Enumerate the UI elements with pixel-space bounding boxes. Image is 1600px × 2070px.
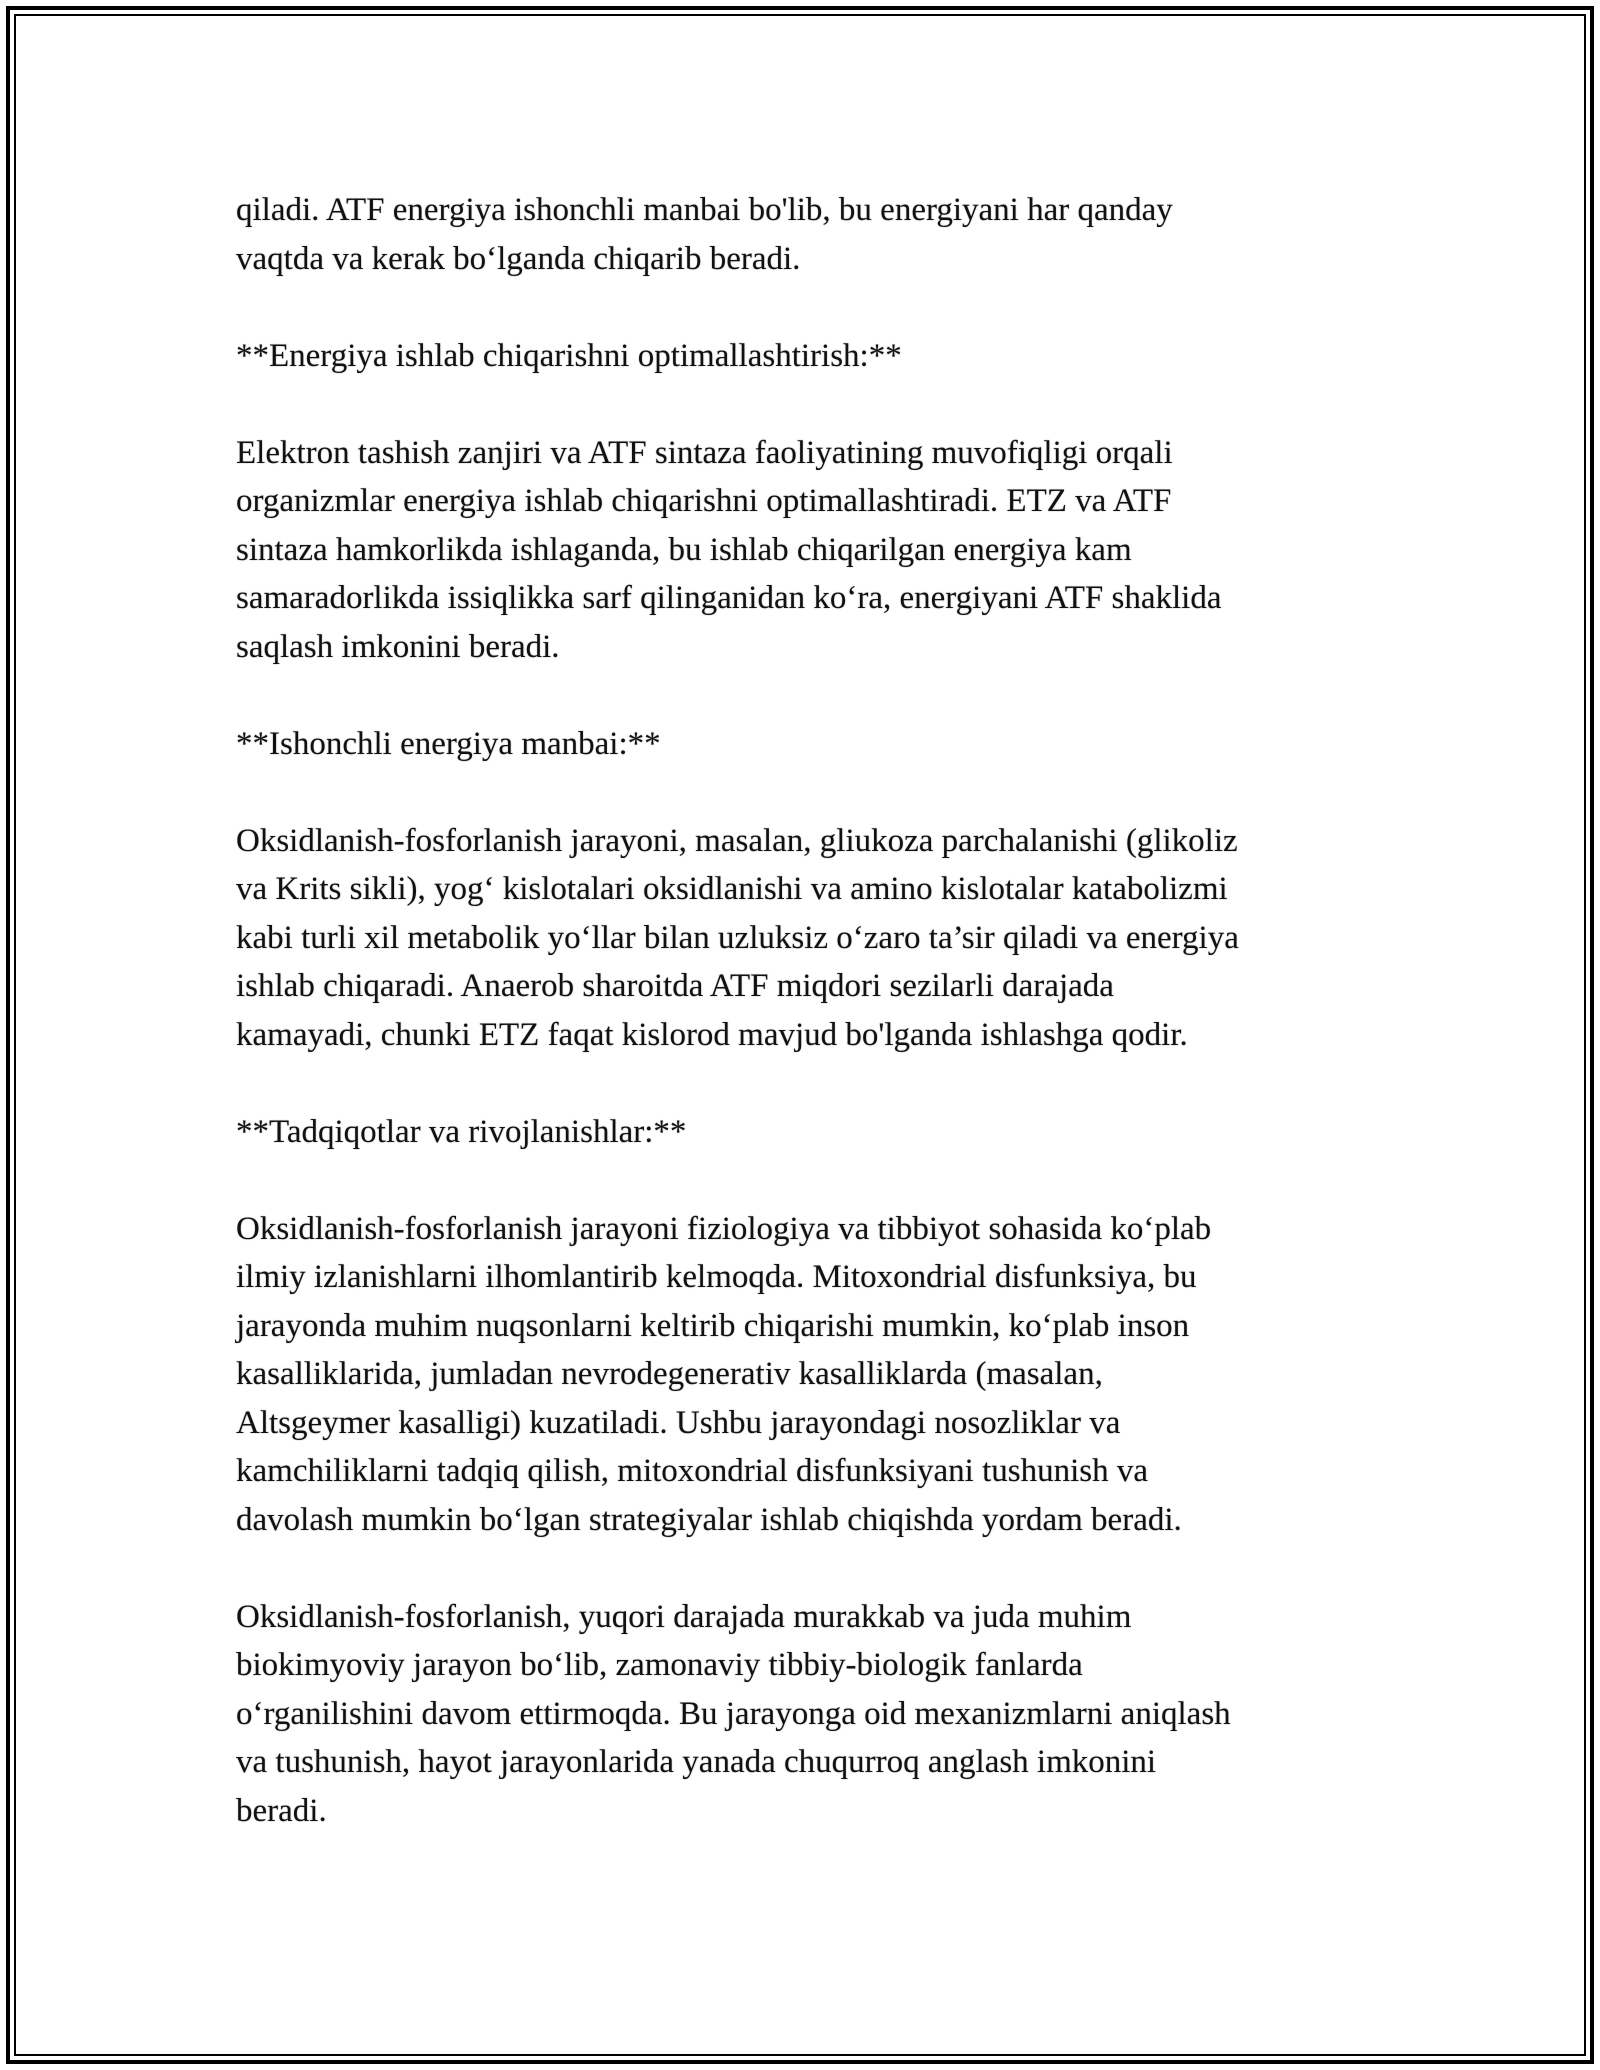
text-line: kamayadi, chunki ETZ faqat kislorod mavjud bo'lganda ishlashga qodir.: [236, 1016, 1188, 1053]
text-line: davolash mumkin bo‘lgan strategiyalar ishlab chiqishda yordam beradi.: [236, 1501, 1182, 1538]
section-heading-energy-source: **Ishonchli energiya manbai:**: [236, 725, 661, 762]
paragraph-optimization: [236, 429, 1386, 672]
paragraph-conclusion: [236, 1593, 1386, 1836]
text-line: ilmiy izlanishlarni ilhomlantirib kelmoqda. Mitoxondrial disfunksiya, bu: [236, 1259, 1197, 1295]
text-line: jarayonda muhim nuqsonlarni keltirib chiqarishi mumkin, ko‘plab inson: [236, 1307, 1190, 1344]
text-line: qiladi. ATF energiya ishonchli manbai bo'lib, bu energiyani har qanday: [236, 192, 1173, 228]
text-line: o‘rganilishini davom ettirmoqda. Bu jarayonga oid mexanizmlarni aniqlash: [236, 1695, 1231, 1732]
paragraph-spacer: [236, 1544, 1386, 1593]
text-line: biokimyoviy jarayon bo‘lib, zamonaviy tibbiy-biologik fanlarda: [236, 1647, 1083, 1683]
document-body: [236, 186, 1386, 1835]
text-line: Oksidlanish-fosforlanish jarayoni, masalan, gliukoza parchalanishi (glikoliz: [236, 822, 1238, 859]
paragraph-spacer: [236, 283, 1386, 332]
paragraph-continuation: [236, 186, 1386, 283]
text-line: ishlab chiqaradi. Anaerob sharoitda ATF miqdori sezilarli darajada: [236, 968, 1114, 1004]
section-heading-optimization: **Energiya ishlab chiqarishni optimallashtirish:**: [236, 337, 902, 374]
text-line: kabi turli xil metabolik yo‘llar bilan uzluksiz o‘zaro ta’sir qiladi va energiya: [236, 919, 1239, 956]
text-line: vaqtda va kerak bo‘lganda chiqarib beradi.: [236, 240, 801, 277]
text-line: va tushunish, hayot jarayonlarida yanada chuqurroq anglash imkonini: [236, 1744, 1157, 1780]
text-line: beradi.: [236, 1792, 327, 1829]
text-line: Oksidlanish-fosforlanish, yuqori darajada murakkab va juda muhim: [236, 1598, 1132, 1635]
text-line: sintaza hamkorlikda ishlaganda, bu ishlab chiqarilgan energiya kam: [236, 531, 1132, 568]
paragraph-spacer: [236, 380, 1386, 429]
paragraph-spacer: [236, 1059, 1386, 1108]
text-line: Elektron tashish zanjiri va ATF sintaza faoliyatining muvofiqligi orqali: [236, 434, 1173, 471]
text-line: kamchiliklarni tadqiq qilish, mitoxondrial disfunksiyani tushunish va: [236, 1453, 1148, 1489]
paragraph-spacer: [236, 768, 1386, 817]
paragraph-research: [236, 1205, 1386, 1545]
text-line: samaradorlikda issiqlikka sarf qilinganidan ko‘ra, energiyani ATF shaklida: [236, 580, 1222, 616]
text-line: Altsgeymer kasalligi) kuzatiladi. Ushbu jarayondagi nosozliklar va: [236, 1404, 1121, 1441]
paragraph-energy-source: [236, 817, 1386, 1060]
paragraph-spacer: [236, 1156, 1386, 1205]
text-line: va Krits sikli), yog‘ kislotalari oksidlanishi va amino kislotalar katabolizmi: [236, 871, 1228, 907]
paragraph-spacer: [236, 671, 1386, 720]
text-line: organizmlar energiya ishlab chiqarishni optimallashtiradi. ETZ va ATF: [236, 483, 1172, 519]
text-line: saqlash imkonini beradi.: [236, 628, 560, 665]
section-heading-research: **Tadqiqotlar va rivojlanishlar:**: [236, 1113, 687, 1150]
text-line: Oksidlanish-fosforlanish jarayoni fiziologiya va tibbiyot sohasida ko‘plab: [236, 1210, 1212, 1247]
text-line: kasalliklarida, jumladan nevrodegenerativ kasalliklarda (masalan,: [236, 1356, 1103, 1392]
